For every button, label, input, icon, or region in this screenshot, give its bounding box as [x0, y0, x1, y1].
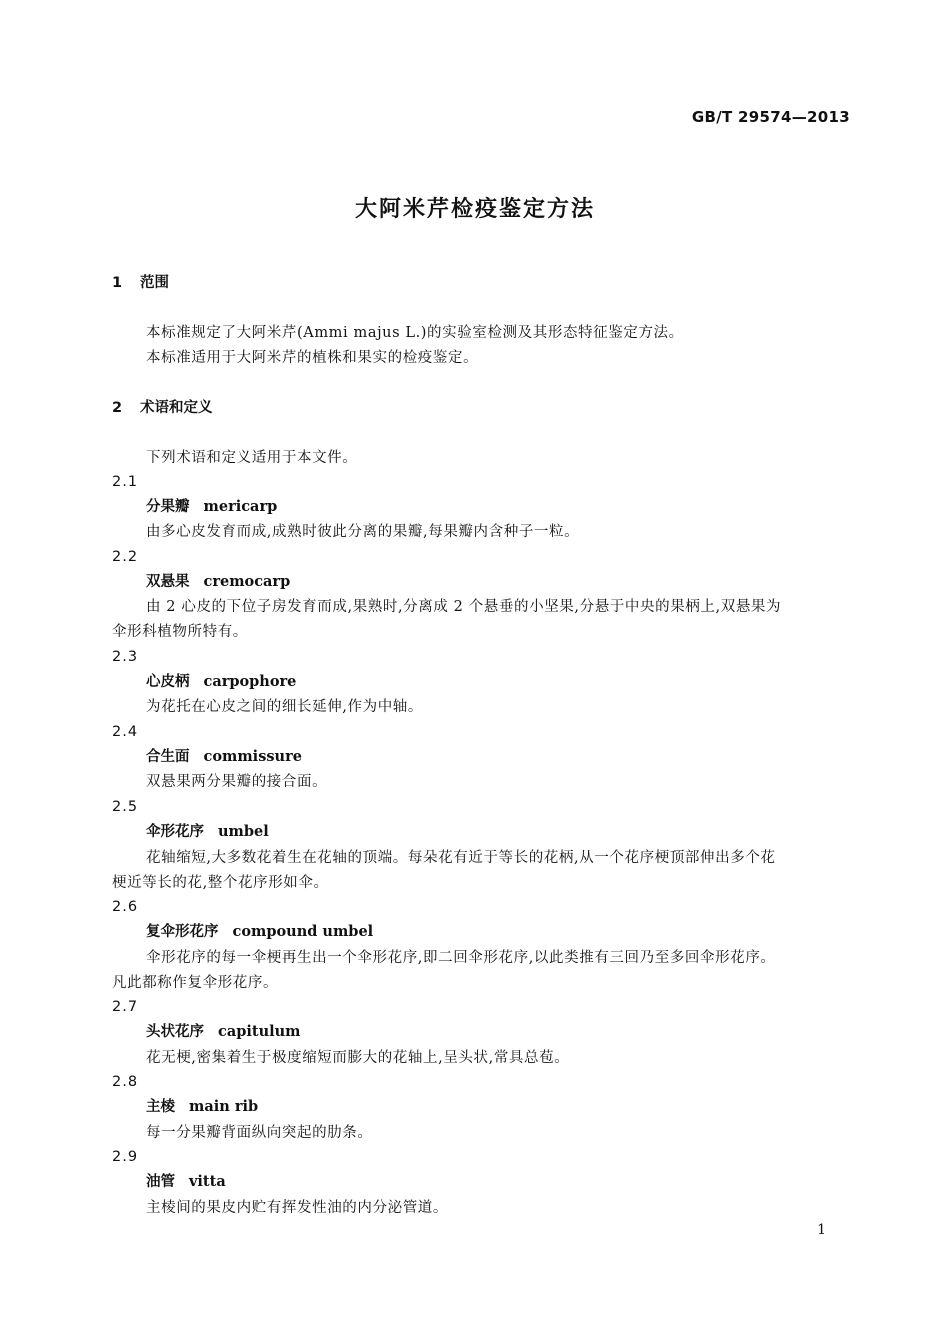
term-number: 2.7 — [112, 999, 139, 1015]
term-en: capitulum — [218, 1023, 301, 1040]
term-number: 2.1 — [112, 474, 139, 490]
term-definition: 由 2 心皮的下位子房发育而成,果熟时,分离成 2 个悬垂的小坚果,分悬于中央的果柄上,双悬果为 — [146, 599, 782, 615]
term-zh: 分果瓣 — [146, 499, 190, 515]
term-definition: 双悬果两分果瓣的接合面。 — [146, 774, 328, 790]
term-definition: 花无梗,密集着生于极度缩短而膨大的花轴上,呈头状,常具总苞。 — [146, 1050, 570, 1066]
term-definition-continued: 凡此都称作复伞形花序。 — [112, 975, 279, 991]
section-title: 术语和定义 — [140, 400, 213, 416]
term-en: vitta — [189, 1173, 226, 1190]
term-number: 2.3 — [112, 649, 139, 665]
term-en: cremocarp — [203, 573, 291, 590]
scope-paragraph-2: 本标准适用于大阿米芹的植株和果实的检疫鉴定。 — [146, 350, 479, 366]
term-zh: 双悬果 — [146, 574, 190, 590]
term-number: 2.6 — [112, 899, 139, 915]
term-zh: 头状花序 — [146, 1024, 204, 1040]
term-definition-continued: 伞形科植物所特有。 — [112, 624, 248, 640]
term-zh: 主棱 — [146, 1099, 175, 1115]
term-zh: 复伞形花序 — [146, 924, 219, 940]
section-number: 1 — [112, 275, 123, 291]
term-definition-continued: 梗近等长的花,整个花序形如伞。 — [112, 875, 329, 891]
section-heading-terms — [112, 397, 213, 419]
term-en: carpophore — [203, 673, 297, 690]
term-definition: 主棱间的果皮内贮有挥发性油的内分泌管道。 — [146, 1200, 448, 1216]
term-vitta — [146, 1171, 226, 1193]
term-cremocarp — [146, 571, 290, 593]
term-zh: 伞形花序 — [146, 824, 204, 840]
term-definition: 每一分果瓣背面纵向突起的肋条。 — [146, 1125, 373, 1141]
term-commissure — [146, 746, 302, 768]
term-number: 2.8 — [112, 1074, 139, 1090]
scope-paragraph-1: 本标准规定了大阿米芹(Ammi majus L.)的实验室检测及其形态特征鉴定方法。 — [146, 325, 684, 341]
term-zh: 油管 — [146, 1174, 175, 1190]
term-compound-umbel — [146, 921, 373, 943]
term-definition: 为花托在心皮之间的细长延伸,作为中轴。 — [146, 699, 424, 715]
term-zh: 心皮柄 — [146, 674, 190, 690]
term-number: 2.2 — [112, 549, 139, 565]
page-number: 1 — [817, 1222, 826, 1238]
term-main-rib — [146, 1096, 258, 1118]
term-number: 2.5 — [112, 799, 139, 815]
section-heading-scope — [112, 272, 169, 294]
term-definition: 花轴缩短,大多数花着生在花轴的顶端。每朵花有近于等长的花柄,从一个花序梗顶部伸出多个花 — [146, 850, 776, 866]
term-en: mericarp — [203, 498, 278, 515]
section-title: 范围 — [140, 275, 169, 291]
term-en: commissure — [203, 748, 302, 765]
term-number: 2.9 — [112, 1149, 139, 1165]
term-umbel — [146, 821, 269, 843]
term-carpophore — [146, 671, 296, 693]
document-title: 大阿米芹检疫鉴定方法 — [354, 197, 595, 222]
term-zh: 合生面 — [146, 749, 190, 765]
section-number: 2 — [112, 400, 123, 416]
term-en: main rib — [189, 1098, 259, 1115]
term-definition: 伞形花序的每一伞梗再生出一个伞形花序,即二回伞形花序,以此类推有三回乃至多回伞形花序。 — [146, 950, 776, 966]
term-definition: 由多心皮发育而成,成熟时彼此分离的果瓣,每果瓣内含种子一粒。 — [146, 524, 580, 540]
term-number: 2.4 — [112, 724, 139, 740]
term-mericarp — [146, 496, 277, 518]
term-en: umbel — [218, 823, 269, 840]
standard-code: GB/T 29574—2013 — [691, 108, 850, 126]
terms-intro: 下列术语和定义适用于本文件。 — [146, 450, 358, 466]
term-capitulum — [146, 1021, 301, 1043]
term-en: compound umbel — [232, 923, 374, 940]
